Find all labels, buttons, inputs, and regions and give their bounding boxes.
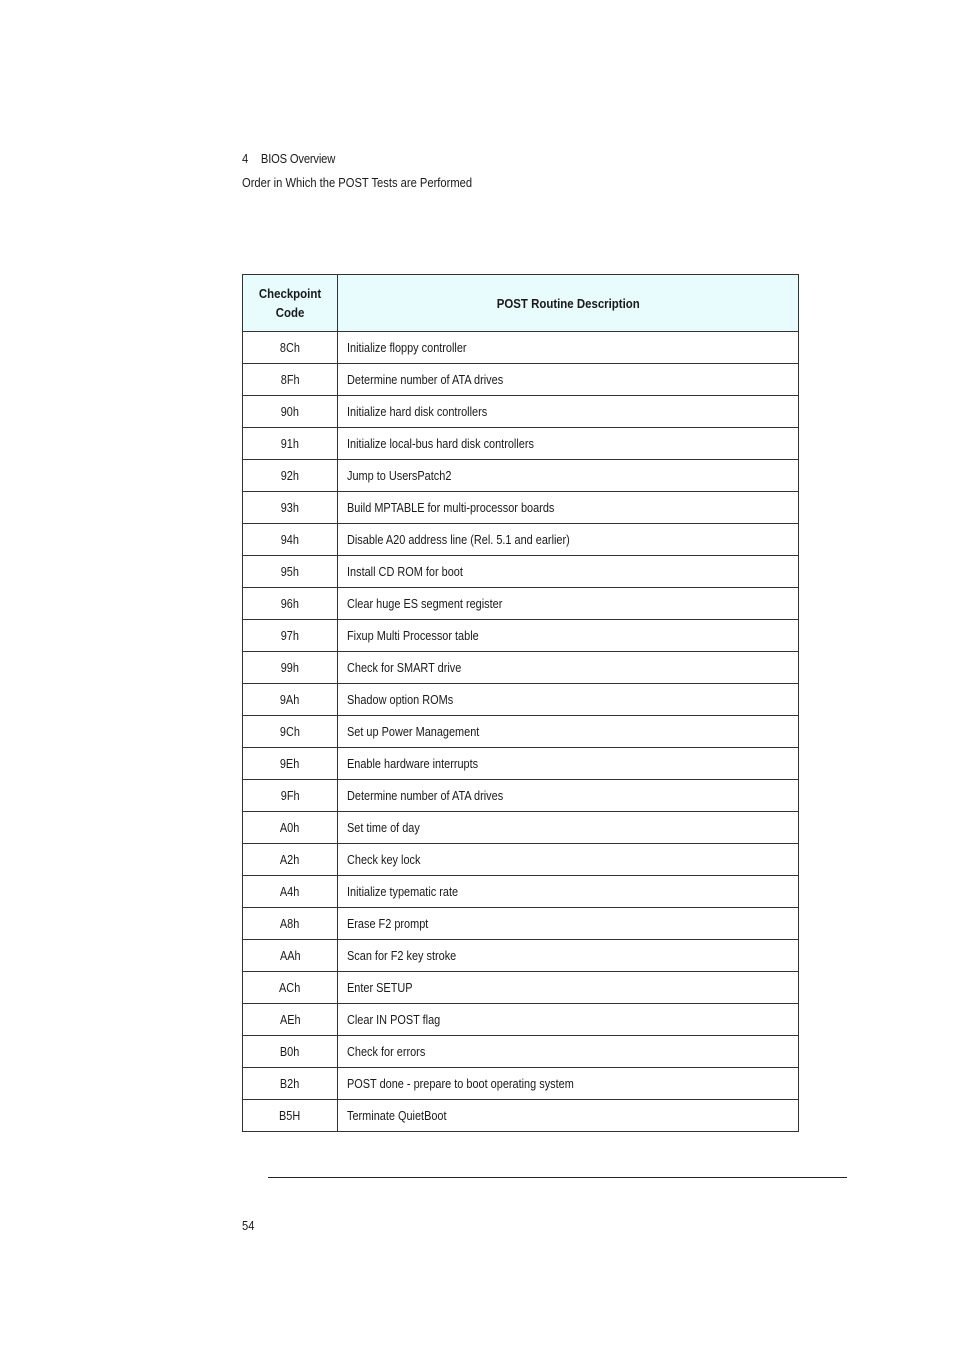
page-number: 54 [242,1218,255,1233]
routine-description: Clear IN POST flag [347,1012,441,1027]
chapter-number: 4 [242,151,249,166]
routine-description-cell [338,428,799,460]
checkpoint-code: A4h [280,884,300,899]
column-header-description [338,275,799,332]
routine-description-cell [338,1036,799,1068]
checkpoint-code-cell [243,844,338,876]
checkpoint-code: 99h [280,660,300,675]
table-row [243,940,799,972]
table-row [243,492,799,524]
checkpoint-code: 94h [280,532,300,547]
checkpoint-code-cell [243,620,338,652]
checkpoint-code: ACh [279,980,301,995]
checkpoint-code-cell [243,524,338,556]
routine-description-cell [338,588,799,620]
table-row [243,1100,799,1132]
routine-description-cell [338,972,799,1004]
routine-description-cell [338,812,799,844]
routine-description-cell [338,332,799,364]
checkpoint-code: 9Fh [280,788,300,803]
routine-description-cell [338,620,799,652]
checkpoint-code-cell [243,1004,338,1036]
routine-description-cell [338,716,799,748]
checkpoint-code: 9Ch [279,724,301,739]
checkpoint-code-cell [243,972,338,1004]
checkpoint-code-cell [243,780,338,812]
checkpoint-code: 9Ah [280,692,300,707]
checkpoint-code: B5H [279,1108,301,1123]
table-row [243,588,799,620]
table-row [243,780,799,812]
checkpoint-code: 9Eh [280,756,300,771]
table-row [243,524,799,556]
checkpoint-code: 91h [280,436,300,451]
routine-description-cell [338,364,799,396]
routine-description-cell [338,460,799,492]
table-row [243,1004,799,1036]
checkpoint-code: 97h [280,628,300,643]
routine-description-cell [338,652,799,684]
routine-description: Clear huge ES segment register [347,596,503,611]
checkpoint-code-cell [243,652,338,684]
routine-description: Terminate QuietBoot [347,1108,447,1123]
checkpoint-code: 90h [280,404,300,419]
checkpoint-code-cell [243,1068,338,1100]
running-head [242,150,335,168]
checkpoint-code: AAh [279,948,301,963]
table-row [243,684,799,716]
table-row [243,716,799,748]
checkpoint-code: AEh [279,1012,301,1027]
column-header-code [243,275,338,332]
routine-description: Initialize local-bus hard disk controllers [347,436,534,451]
checkpoint-code-cell [243,556,338,588]
checkpoint-code: 96h [280,596,300,611]
table-row [243,748,799,780]
routine-description: Erase F2 prompt [347,916,429,931]
routine-description: Install CD ROM for boot [347,564,463,579]
checkpoint-code: 8Ch [279,340,301,355]
routine-description: POST done - prepare to boot operating system [347,1076,574,1091]
routine-description-cell [338,556,799,588]
routine-description: Enter SETUP [347,980,413,995]
checkpoint-code-cell [243,908,338,940]
routine-description-cell [338,748,799,780]
routine-description: Initialize hard disk controllers [347,404,488,419]
routine-description: Check for SMART drive [347,660,462,675]
column-header-code-label: Checkpoint Code [258,286,322,320]
chapter-title: BIOS Overview [260,151,336,166]
routine-description-cell [338,908,799,940]
routine-description-cell [338,844,799,876]
table-row [243,908,799,940]
routine-description: Jump to UsersPatch2 [347,468,452,483]
checkpoint-code: 92h [280,468,300,483]
routine-description: Enable hardware interrupts [347,756,479,771]
routine-description: Disable A20 address line (Rel. 5.1 and earlier) [347,532,570,547]
section-title: Order in Which the POST Tests are Performed [242,175,473,190]
checkpoint-code-cell [243,876,338,908]
checkpoint-code-cell [243,332,338,364]
checkpoint-code-cell [243,428,338,460]
post-checkpoint-table [242,274,799,1132]
checkpoint-code: A2h [280,852,300,867]
table-row [243,876,799,908]
checkpoint-code: 93h [280,500,300,515]
table-row [243,460,799,492]
checkpoint-code-cell [243,1036,338,1068]
checkpoint-code: B0h [280,1044,300,1059]
routine-description: Fixup Multi Processor table [347,628,479,643]
table-row [243,620,799,652]
routine-description-cell [338,524,799,556]
routine-description: Build MPTABLE for multi-processor boards [347,500,555,515]
table-header [243,275,799,332]
routine-description-cell [338,1100,799,1132]
table-row [243,396,799,428]
checkpoint-code-cell [243,748,338,780]
routine-description: Determine number of ATA drives [347,372,504,387]
table-row [243,364,799,396]
checkpoint-code-cell [243,492,338,524]
routine-description-cell [338,1004,799,1036]
table-row [243,812,799,844]
checkpoint-code-cell [243,812,338,844]
footer-rule [268,1177,847,1178]
checkpoint-code-cell [243,460,338,492]
checkpoint-code-cell [243,684,338,716]
checkpoint-code: A0h [280,820,300,835]
routine-description-cell [338,396,799,428]
routine-description: Determine number of ATA drives [347,788,504,803]
checkpoint-code-cell [243,396,338,428]
table-row [243,332,799,364]
table-row [243,428,799,460]
checkpoint-code-cell [243,716,338,748]
table-row [243,556,799,588]
routine-description: Set time of day [347,820,420,835]
checkpoint-code-cell [243,1100,338,1132]
routine-description-cell [338,684,799,716]
checkpoint-code: 8Fh [280,372,300,387]
table-row [243,844,799,876]
checkpoint-code: 95h [280,564,300,579]
table-header-row [243,275,799,332]
routine-description-cell [338,780,799,812]
table-body [243,332,799,1132]
checkpoint-code: B2h [280,1076,300,1091]
routine-description-cell [338,492,799,524]
routine-description: Initialize floppy controller [347,340,467,355]
checkpoint-code: A8h [280,916,300,931]
routine-description-cell [338,1068,799,1100]
routine-description: Check for errors [347,1044,426,1059]
table-row [243,1068,799,1100]
table-row [243,652,799,684]
checkpoint-code-cell [243,364,338,396]
routine-description-cell [338,876,799,908]
checkpoint-code-cell [243,588,338,620]
routine-description: Check key lock [347,852,421,867]
table-row [243,972,799,1004]
checkpoint-code-cell [243,940,338,972]
table-row [243,1036,799,1068]
routine-description: Set up Power Management [347,724,480,739]
routine-description: Scan for F2 key stroke [347,948,457,963]
column-header-description-label: POST Routine Description [496,295,640,311]
routine-description-cell [338,940,799,972]
routine-description: Shadow option ROMs [347,692,454,707]
routine-description: Initialize typematic rate [347,884,459,899]
